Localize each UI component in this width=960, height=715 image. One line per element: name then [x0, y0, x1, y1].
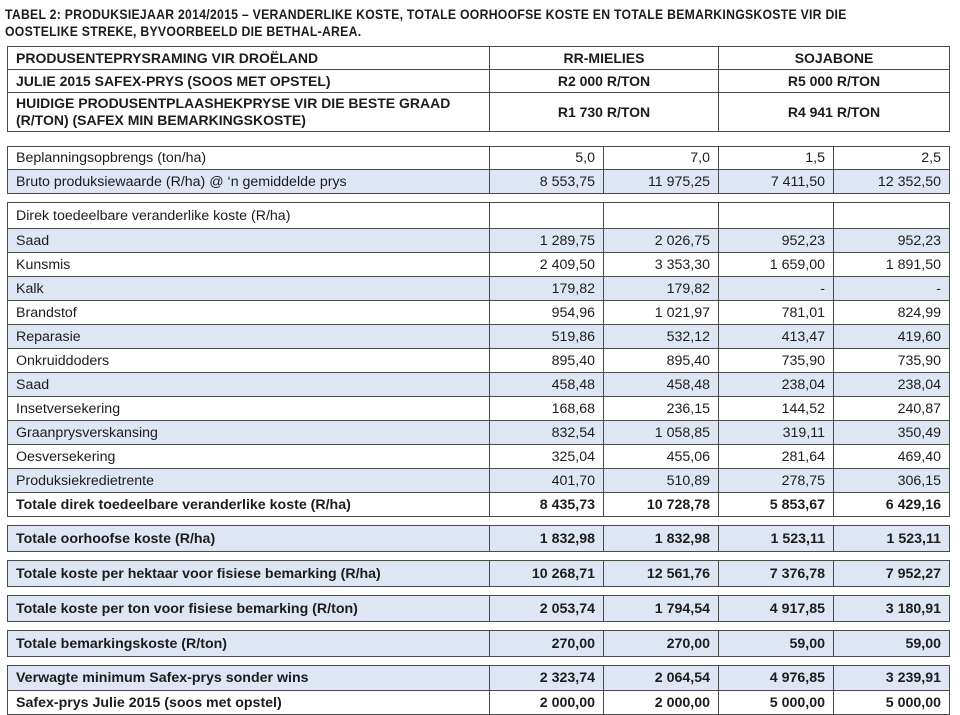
maize-yield-7-value: 510,89 — [604, 469, 719, 493]
soy-yield-2-5-value: - — [834, 277, 950, 301]
soy-yield-2-5-value: 350,49 — [834, 421, 950, 445]
row-label: Saad — [8, 373, 490, 397]
soy-yield-1-5-value: 1 659,00 — [719, 253, 834, 277]
row-label: Bruto produksiewaarde (R/ha) @ ‘n gemiddelde prys — [8, 170, 490, 194]
maize-yield-5-value: 832,54 — [490, 421, 604, 445]
soy-yield-1-5-value: 59,00 — [719, 631, 834, 657]
maize-yield-7-value: 1 058,85 — [604, 421, 719, 445]
maize-yield-5-value: 1 289,75 — [490, 229, 604, 253]
farmgate-maize: R1 730 R/TON — [490, 93, 719, 132]
soy-yield-1-5-value: 238,04 — [719, 373, 834, 397]
safex-soy: R5 000 R/TON — [719, 70, 950, 93]
row-label: Produksiekredietrente — [8, 469, 490, 493]
row-label: Beplanningsopbrengs (ton/ha) — [8, 147, 490, 170]
soy-yield-2-5-value: 952,23 — [834, 229, 950, 253]
maize-yield-5-value: 325,04 — [490, 445, 604, 469]
soy-yield-1-5-value: 4 976,85 — [719, 666, 834, 691]
table-title — [5, 6, 950, 40]
header-row-safex — [8, 70, 950, 93]
soy-yield-1-5-value: 7 411,50 — [719, 170, 834, 194]
soy-yield-2-5-value: 1 891,50 — [834, 253, 950, 277]
soy-yield-1-5-value: 1,5 — [719, 147, 834, 170]
maize-yield-5-value: 2 053,74 — [490, 596, 604, 622]
soy-yield-1-5-value: - — [719, 277, 834, 301]
maize-yield-7-value: 1 832,98 — [604, 526, 719, 552]
row-spacer — [8, 552, 950, 561]
maize-yield-5-value: 954,96 — [490, 301, 604, 325]
maize-yield-7-value: 2 000,00 — [604, 691, 719, 715]
row-lime — [8, 277, 950, 301]
maize-yield-5-value: 519,86 — [490, 325, 604, 349]
row-spacer — [8, 587, 950, 596]
maize-yield-7-value: 236,15 — [604, 397, 719, 421]
soy-yield-1-5-value: 735,90 — [719, 349, 834, 373]
farmgate-label-line2: (R/TON) (SAFEX MIN BEMARKINGSKOSTE) — [16, 112, 306, 128]
row-expected-min-safex-price — [8, 666, 950, 691]
maize-yield-7-value: 11 975,25 — [604, 170, 719, 194]
row-yield — [8, 147, 950, 170]
maize-yield-7-value: 1 021,97 — [604, 301, 719, 325]
soy-yield-1-5-value: 281,64 — [719, 445, 834, 469]
maize-yield-5-value: 2 000,00 — [490, 691, 604, 715]
row-label: Reparasie — [8, 325, 490, 349]
soy-yield-1-5-value: 4 917,85 — [719, 596, 834, 622]
row-total-marketing-costs — [8, 631, 950, 657]
row-seed-2 — [8, 373, 950, 397]
maize-yield-7-value: 12 561,76 — [604, 561, 719, 587]
soy-yield-1-5-value: 5 853,67 — [719, 493, 834, 517]
maize-yield-7-value: 1 794,54 — [604, 596, 719, 622]
maize-yield-7-value: 270,00 — [604, 631, 719, 657]
row-spacer — [8, 622, 950, 631]
maize-yield-7-value: 458,48 — [604, 373, 719, 397]
maize-yield-5-value: 270,00 — [490, 631, 604, 657]
maize-yield-5-value: 8 435,73 — [490, 493, 604, 517]
soy-yield-2-5-value: 735,90 — [834, 349, 950, 373]
soy-yield-2-5-value: 824,99 — [834, 301, 950, 325]
row-repairs — [8, 325, 950, 349]
soy-yield-1-5-value: 7 376,78 — [719, 561, 834, 587]
row-fertiliser — [8, 253, 950, 277]
soy-yield-1-5-value: 278,75 — [719, 469, 834, 493]
row-fuel — [8, 301, 950, 325]
maize-yield-7-value: 10 728,78 — [604, 493, 719, 517]
soy-yield-2-5-value: 6 429,16 — [834, 493, 950, 517]
safex-maize: R2 000 R/TON — [490, 70, 719, 93]
soy-yield-2-5-value: 12 352,50 — [834, 170, 950, 194]
maize-yield-7-value: 2 064,54 — [604, 666, 719, 691]
maize-yield-7-value: 179,82 — [604, 277, 719, 301]
row-total-overhead-costs — [8, 526, 950, 552]
row-seed — [8, 229, 950, 253]
row-label: Onkruiddoders — [8, 349, 490, 373]
row-input-insurance — [8, 397, 950, 421]
title-line-1: TABEL 2: PRODUKSIEJAAR 2014/2015 – VERANDERLIKE KOSTE, TOTALE OORHOOFSE KOSTE EN TOTALE BEMARKINGSKOSTE VIR DIE — [5, 7, 847, 22]
soy-yield-1-5-value: 413,47 — [719, 325, 834, 349]
maize-yield-7-value: 895,40 — [604, 349, 719, 373]
soy-yield-1-5-value: 781,01 — [719, 301, 834, 325]
soy-yield-2-5-value: 2,5 — [834, 147, 950, 170]
farmgate-label — [8, 93, 490, 132]
row-label: Totale koste per ton voor fisiese bemarking (R/ton) — [8, 596, 490, 622]
header-row-crops — [8, 47, 950, 70]
soy-yield-2-5-value: 240,87 — [834, 397, 950, 421]
maize-yield-5-value: 2 323,74 — [490, 666, 604, 691]
row-grain-price-hedging — [8, 421, 950, 445]
maize-yield-5-value: 458,48 — [490, 373, 604, 397]
soy-yield-2-5-value: 5 000,00 — [834, 691, 950, 715]
maize-yield-7-value: 7,0 — [604, 147, 719, 170]
soy-yield-2-5-value: 419,60 — [834, 325, 950, 349]
price-header-table — [7, 46, 950, 132]
maize-yield-7-value: 3 353,30 — [604, 253, 719, 277]
header-label: PRODUSENTEPRYSRAMING VIR DROËLAND — [8, 47, 490, 70]
farmgate-soy: R4 941 R/TON — [719, 93, 950, 132]
maize-yield-5-value: 168,68 — [490, 397, 604, 421]
soy-yield-2-5-value — [834, 203, 950, 229]
row-spacer — [8, 657, 950, 666]
header-row-farmgate — [8, 93, 950, 132]
soy-yield-1-5-value: 1 523,11 — [719, 526, 834, 552]
maize-yield-5-value: 10 268,71 — [490, 561, 604, 587]
maize-yield-5-value: 401,70 — [490, 469, 604, 493]
header-maize: RR-MIELIES — [490, 47, 719, 70]
row-label: Totale koste per hektaar voor fisiese bemarking (R/ha) — [8, 561, 490, 587]
row-spacer — [8, 194, 950, 203]
soy-yield-1-5-value: 144,52 — [719, 397, 834, 421]
row-label: Brandstof — [8, 301, 490, 325]
soy-yield-2-5-value: 3 239,91 — [834, 666, 950, 691]
maize-yield-5-value: 5,0 — [490, 147, 604, 170]
row-label: Totale bemarkingskoste (R/ton) — [8, 631, 490, 657]
row-herbicides — [8, 349, 950, 373]
row-total-direct-costs — [8, 493, 950, 517]
soy-yield-1-5-value: 319,11 — [719, 421, 834, 445]
soy-yield-1-5-value: 952,23 — [719, 229, 834, 253]
row-label: Insetversekering — [8, 397, 490, 421]
row-label: Oesversekering — [8, 445, 490, 469]
row-label: Graanprysverskansing — [8, 421, 490, 445]
row-total-cost-per-hectare — [8, 561, 950, 587]
row-label: Direk toedeelbare veranderlike koste (R/ha) — [8, 203, 490, 229]
maize-yield-5-value: 1 832,98 — [490, 526, 604, 552]
maize-yield-7-value: 2 026,75 — [604, 229, 719, 253]
cost-table — [7, 146, 950, 715]
row-gross-value — [8, 170, 950, 194]
header-soy: SOJABONE — [719, 47, 950, 70]
soy-yield-2-5-value: 3 180,91 — [834, 596, 950, 622]
maize-yield-7-value: 532,12 — [604, 325, 719, 349]
maize-yield-5-value: 8 553,75 — [490, 170, 604, 194]
maize-yield-5-value: 2 409,50 — [490, 253, 604, 277]
soy-yield-2-5-value: 7 952,27 — [834, 561, 950, 587]
title-line-2: OOSTELIKE STREKE, BYVOORBEELD DIE BETHAL-AREA. — [5, 24, 362, 39]
maize-yield-5-value: 895,40 — [490, 349, 604, 373]
soy-yield-2-5-value: 1 523,11 — [834, 526, 950, 552]
row-label: Safex-prys Julie 2015 (soos met opstel) — [8, 691, 490, 715]
row-label: Saad — [8, 229, 490, 253]
maize-yield-7-value: 455,06 — [604, 445, 719, 469]
row-label: Kalk — [8, 277, 490, 301]
maize-yield-5-value: 179,82 — [490, 277, 604, 301]
soy-yield-1-5-value — [719, 203, 834, 229]
safex-label: JULIE 2015 SAFEX-PRYS (SOOS MET OPSTEL) — [8, 70, 490, 93]
row-total-cost-per-ton — [8, 596, 950, 622]
soy-yield-2-5-value: 306,15 — [834, 469, 950, 493]
row-direct-costs-heading — [8, 203, 950, 229]
row-crop-insurance — [8, 445, 950, 469]
row-spacer — [8, 517, 950, 526]
row-label: Totale oorhoofse koste (R/ha) — [8, 526, 490, 552]
row-label: Totale direk toedeelbare veranderlike koste (R/ha) — [8, 493, 490, 517]
maize-yield-7-value — [604, 203, 719, 229]
maize-yield-5-value — [490, 203, 604, 229]
soy-yield-2-5-value: 59,00 — [834, 631, 950, 657]
soy-yield-2-5-value: 238,04 — [834, 373, 950, 397]
row-label: Kunsmis — [8, 253, 490, 277]
soy-yield-2-5-value: 469,40 — [834, 445, 950, 469]
row-safex-price-july — [8, 691, 950, 715]
row-production-credit-interest — [8, 469, 950, 493]
soy-yield-1-5-value: 5 000,00 — [719, 691, 834, 715]
row-label: Verwagte minimum Safex-prys sonder wins — [8, 666, 490, 691]
farmgate-label-line1: HUIDIGE PRODUSENTPLAASHEKPRYSE VIR DIE BESTE GRAAD — [16, 95, 451, 111]
